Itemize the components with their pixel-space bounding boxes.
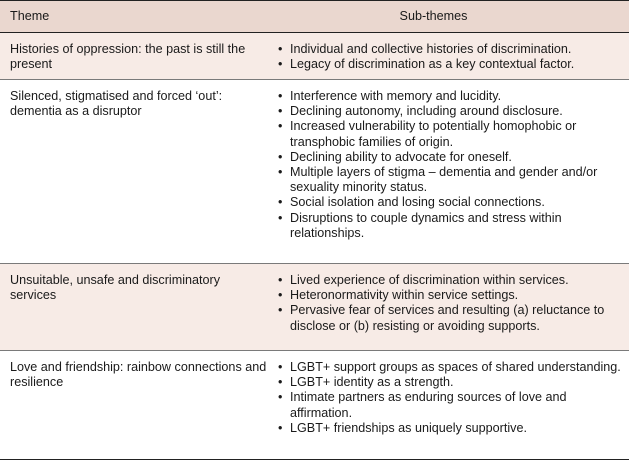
subtheme-item: • LGBT+ support groups as spaces of shared understanding. [278, 360, 621, 375]
subthemes-cell [278, 80, 629, 263]
header-subthemes: Sub-themes [399, 8, 468, 23]
subthemes-cell [278, 33, 629, 79]
table-row [0, 33, 629, 80]
subtheme-item: • Multiple layers of stigma – dementia and gender and/or sexuality minority status. [278, 165, 621, 195]
theme-cell: Silenced, stigmatised and forced ‘out’: dementia as a disruptor [10, 89, 223, 119]
subthemes-cell [278, 264, 629, 350]
subtheme-item: • Interference with memory and lucidity. [278, 89, 621, 104]
subtheme-item: • Social isolation and losing social connections. [278, 195, 621, 210]
subtheme-item: • Declining autonomy, including around disclosure. [278, 104, 621, 119]
table-row [0, 351, 629, 460]
table-row [0, 80, 629, 264]
subtheme-item: • Lived experience of discrimination within services. [278, 273, 621, 288]
subtheme-item: • Intimate partners as enduring sources of love and affirmation. [278, 390, 621, 420]
subtheme-list [278, 42, 621, 72]
subthemes-cell [278, 351, 629, 459]
subtheme-item: • Pervasive fear of services and resulting (a) reluctance to disclose or (b) resisting or avoiding supports. [278, 303, 621, 333]
table-header [0, 0, 629, 33]
subtheme-item: • Increased vulnerability to potentially homophobic or transphobic families of origin. [278, 119, 621, 149]
subtheme-item: • Heteronormativity within service settings. [278, 288, 621, 303]
theme-cell: Histories of oppression: the past is still the present [10, 42, 246, 72]
theme-cell: Love and friendship: rainbow connections and resilience [10, 360, 267, 390]
subtheme-item: • Declining ability to advocate for oneself. [278, 150, 621, 165]
subtheme-item: • Legacy of discrimination as a key contextual factor. [278, 57, 621, 72]
subtheme-item: • LGBT+ identity as a strength. [278, 375, 621, 390]
subtheme-list [278, 89, 621, 241]
subtheme-list [278, 273, 621, 334]
subtheme-item: • LGBT+ friendships as uniquely supportive. [278, 421, 621, 436]
theme-cell: Unsuitable, unsafe and discriminatory services [10, 273, 221, 303]
header-theme: Theme [10, 8, 50, 23]
subtheme-item: • Individual and collective histories of discrimination. [278, 42, 621, 57]
subtheme-list [278, 360, 621, 436]
table-row [0, 264, 629, 351]
subtheme-item: • Disruptions to couple dynamics and stress within relationships. [278, 211, 621, 241]
